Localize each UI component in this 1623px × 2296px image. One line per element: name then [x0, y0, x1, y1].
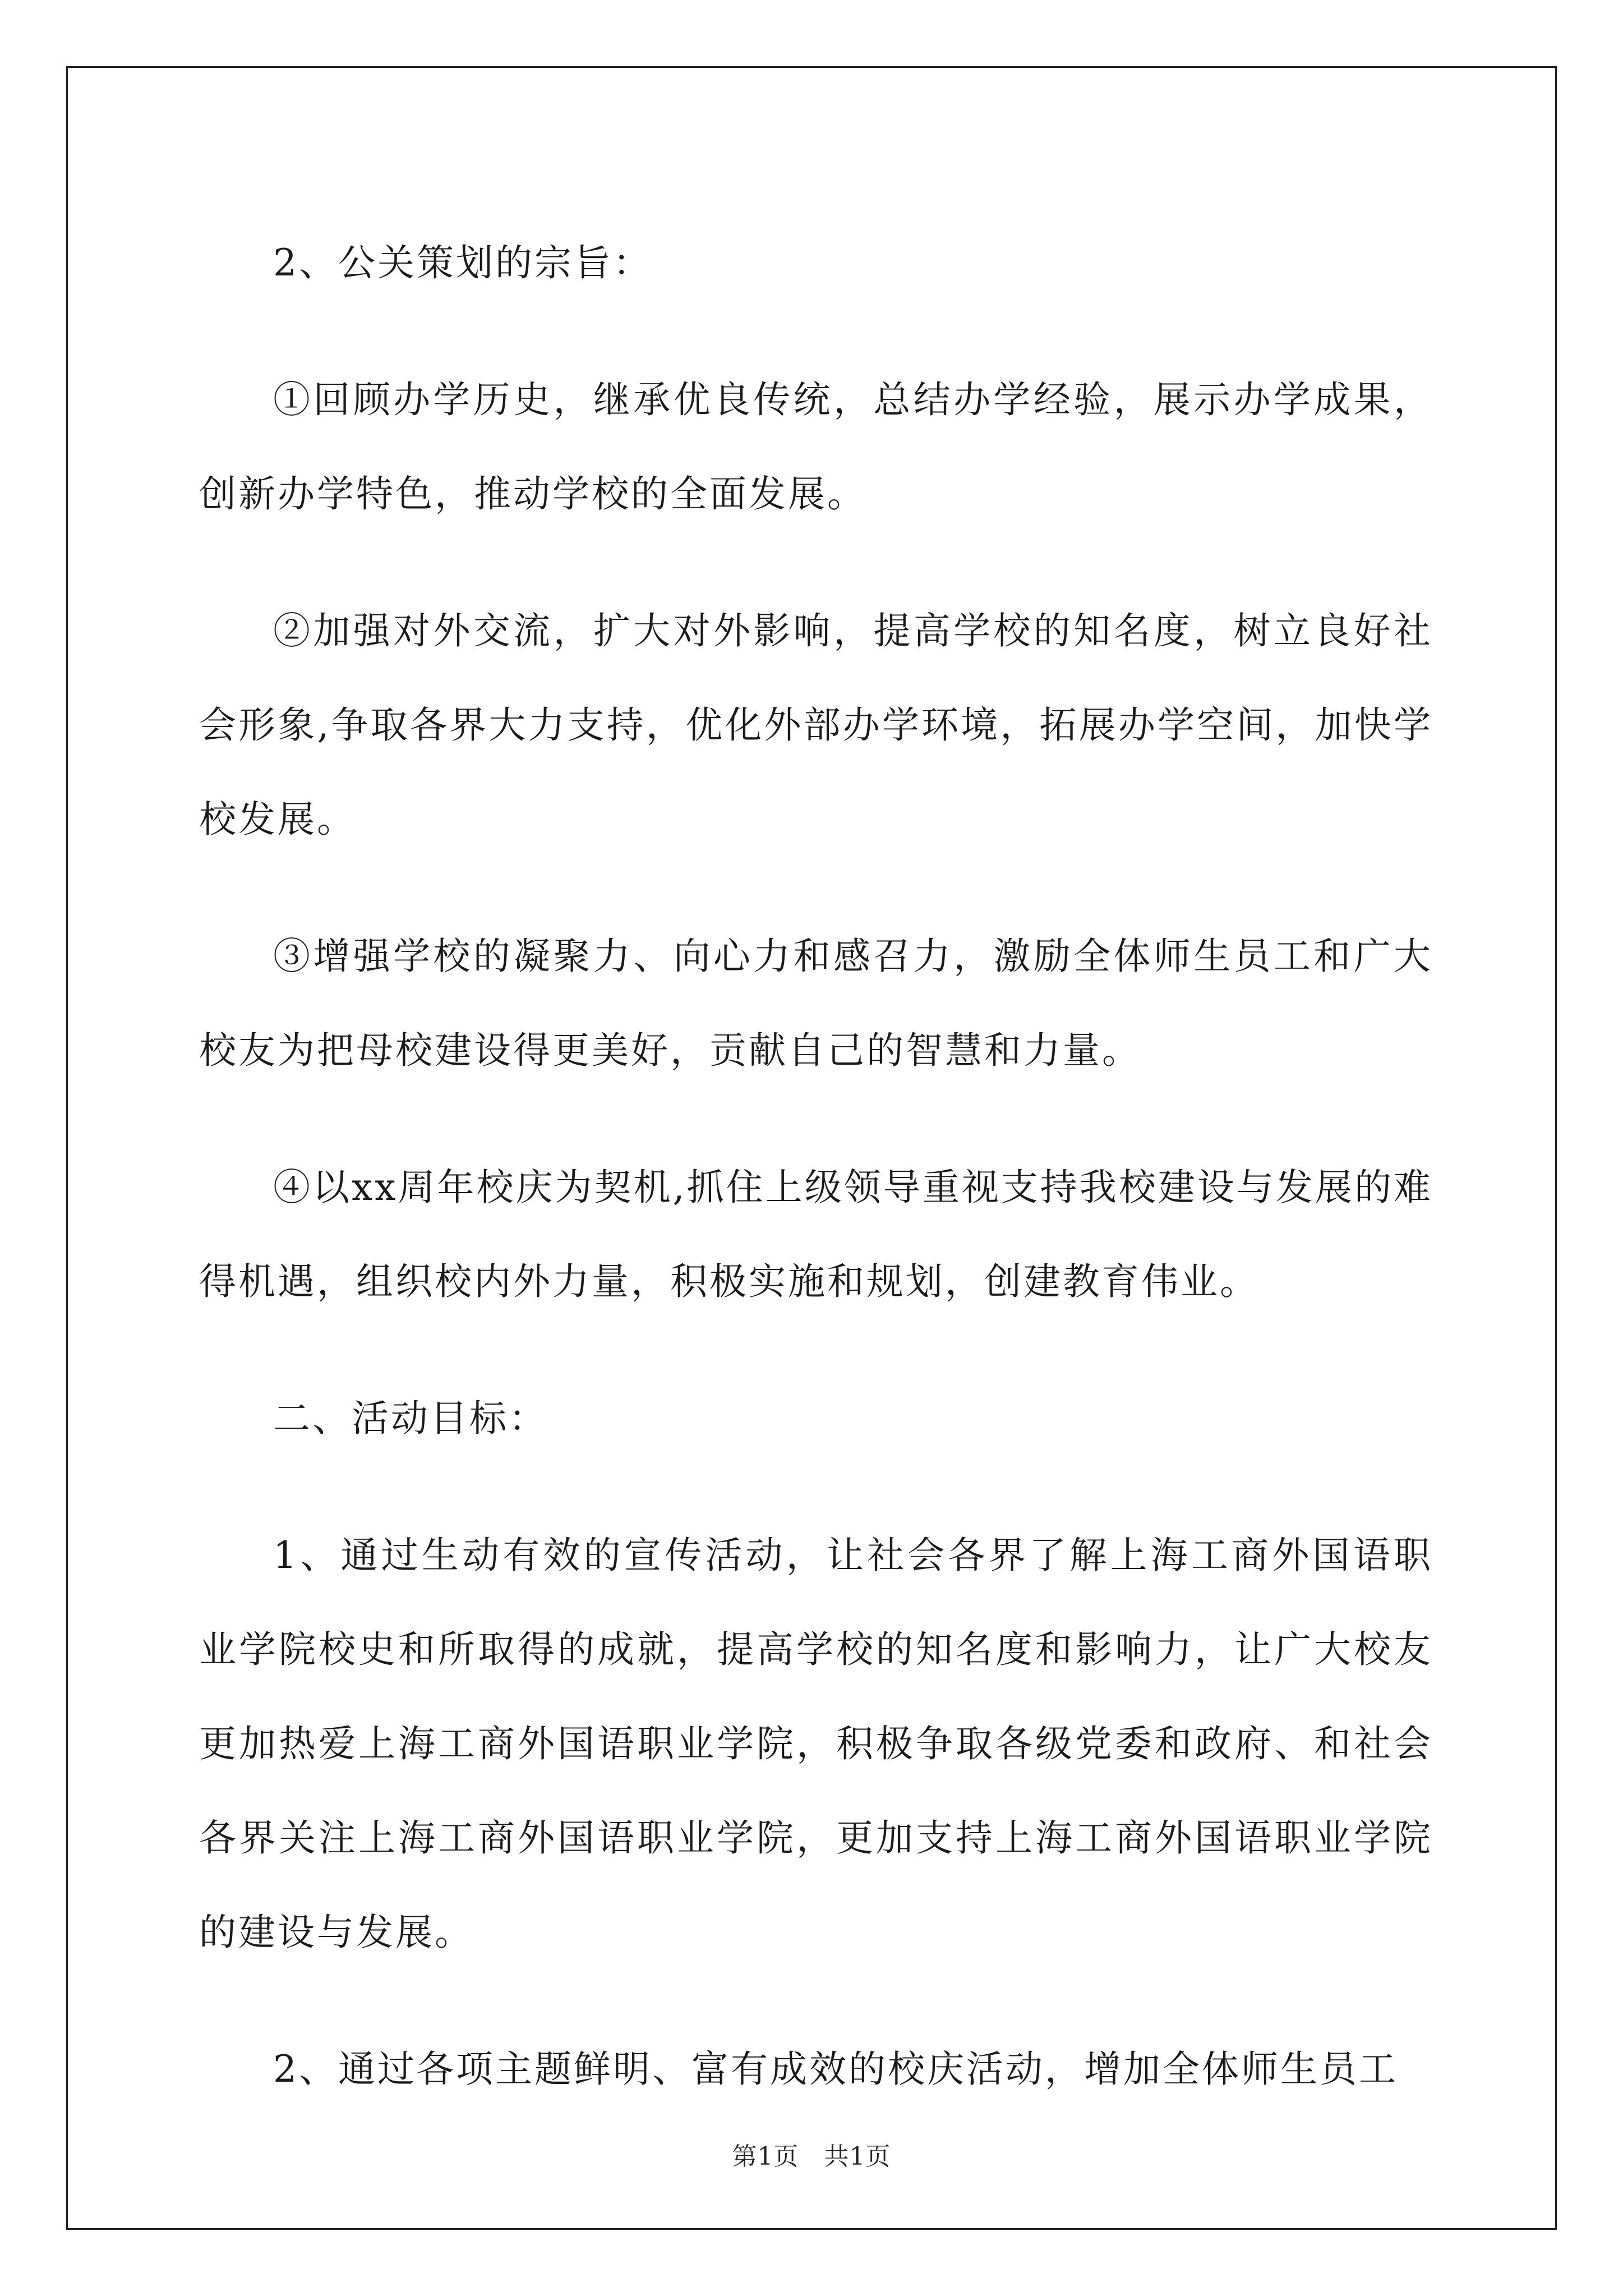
section-heading-purpose: 2、公关策划的宗旨：: [273, 241, 652, 284]
paragraph-goal-2: 2、通过各项主题鲜明、富有成效的校庆活动，增加全体师生员工: [273, 2047, 1398, 2091]
document-body: [199, 216, 1433, 2159]
paragraph-item-1: ①回顾办学历史，继承优良传统，总结办学经验，展示办学成果，创新办学特色，推动学校的全面发展。: [199, 378, 1433, 516]
paragraph-item-2: ②加强对外交流，扩大对外影响，提高学校的知名度，树立良好社会形象,争取各界大力支持，优化外部办学环境，拓展办学空间，加快学校发展。: [199, 609, 1433, 841]
page-footer: 第1页 共1页: [732, 2142, 891, 2171]
paragraph-goal-1: 1、通过生动有效的宣传活动，让社会各界了解上海工商外国语职业学院校史和所取得的成就，提高学校的知名度和影响力，让广大校友更加热爱上海工商外国语职业学院，积极争取各级党委和政府、和社会各界关注上海工商外国语职业学院，更加支持上海工商外国语职业学院的建设与发展。: [199, 1534, 1433, 1954]
section-heading-goals: 二、活动目标：: [273, 1397, 548, 1440]
paragraph-item-3: ③增强学校的凝聚力、向心力和感召力，激励全体师生员工和广大校友为把母校建设得更美好，贡献自己的智慧和力量。: [199, 935, 1433, 1072]
paragraph-item-4: ④以xx周年校庆为契机,抓住上级领导重视支持我校建设与发展的难得机遇，组织校内外力量，积极实施和规划，创建教育伟业。: [199, 1166, 1433, 1303]
